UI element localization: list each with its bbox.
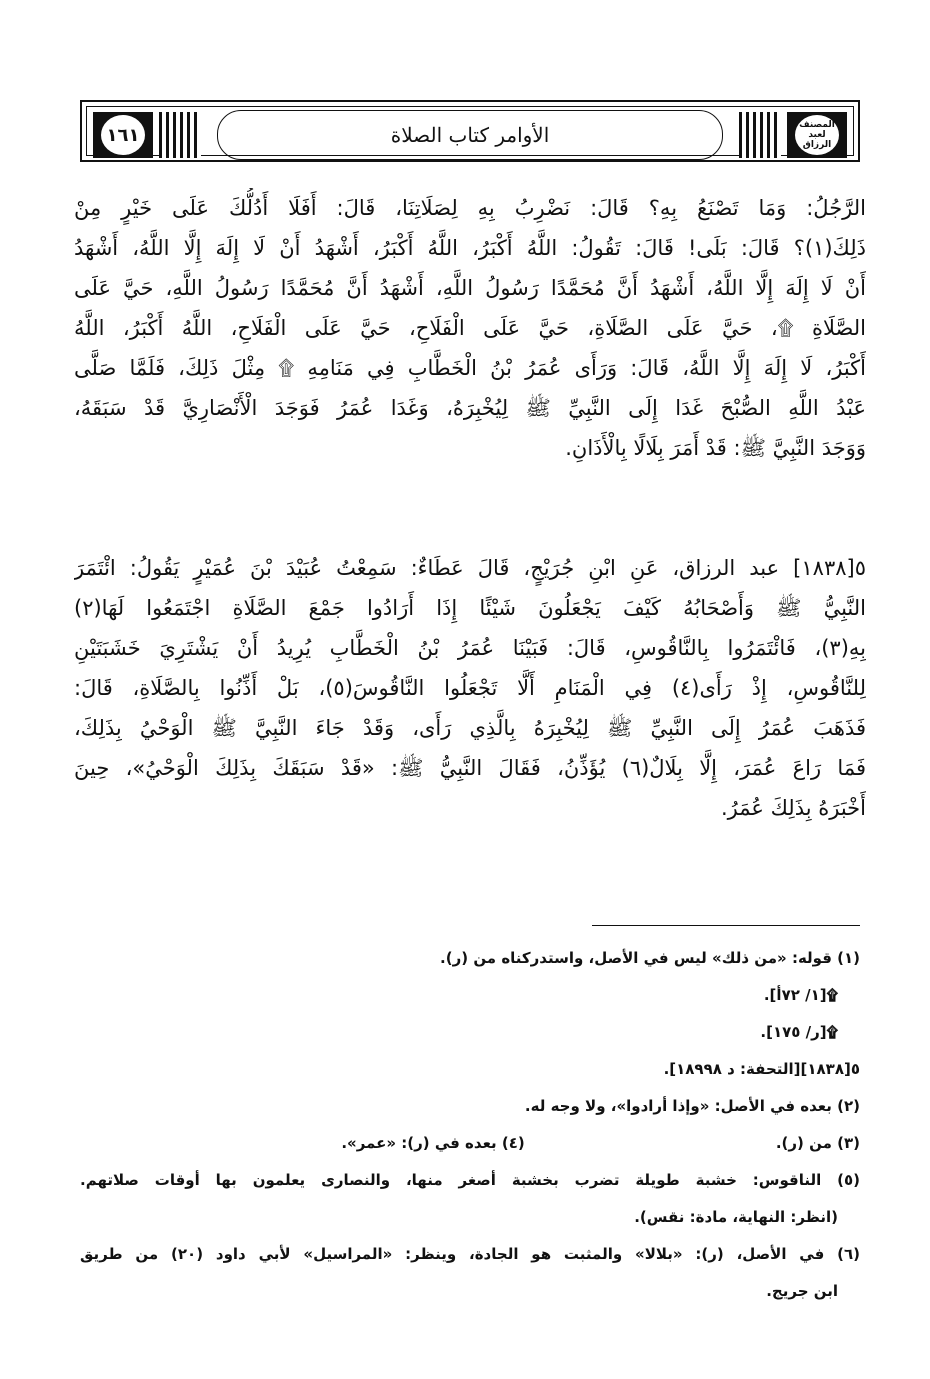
text-line: فَذَهَبَ عُمَرُ إِلَى النَّبِيِّ ﷺ لِيُخْبِرَهُ بِالَّذِي رَأَى، وَقَدْ جَاءَ النَّبِيَّ ﷺ الْوَحْيُ بِذَلِكَ، bbox=[74, 716, 866, 740]
folio-marker-2: ۩[ر/ ١٧٥]. bbox=[760, 1023, 838, 1041]
text-line: ذَلِكَ(١)؟ قَالَ: بَلَى! قَالَ: تَقُولُ: اللَّهُ أَكْبَرُ، اللَّهُ أَكْبَرُ، أَشْهَدُ أَنْ لَا إِلَهَ إِلَّا اللَّهُ، أَشْهَدُ bbox=[74, 236, 866, 260]
book-logo bbox=[787, 112, 847, 158]
footnote-6-continued: ابن جريج. bbox=[766, 1282, 838, 1300]
text-line: عَبْدُ اللَّهِ الصُّبْحَ غَدَا إِلَى النَّبِيِّ ﷺ لِيُخْبِرَهُ، وَغَدَا عُمَرُ فَوَجَدَ الْأَنْصَارِيَّ قَدْ سَبَقَهُ، bbox=[74, 396, 866, 420]
footnote-separator bbox=[592, 925, 860, 926]
footnote-3: (٣) من (ر). bbox=[775, 1134, 860, 1152]
tuhfa-reference: ٥[١٨٣٨][التحفة: د ١٨٩٩٨]. bbox=[663, 1060, 860, 1078]
header-frame bbox=[86, 106, 854, 156]
text-line: فَمَا رَاعَ عُمَرَ، إِلَّا بِلَالٌ(٦) يُؤَذِّنُ، فَقَالَ النَّبِيُّ ﷺ: «قَدْ سَبَقَكَ بِذَلِكَ الْوَحْيُ»، حِينَ bbox=[74, 756, 866, 780]
text-line: أَنْ لَا إِلَهَ إِلَّا اللَّهُ، أَشْهَدُ أَنَّ مُحَمَّدًا رَسُولُ اللَّهِ، أَشْهَدُ أَنَّ مُحَمَّدًا رَسُولُ اللَّهِ، حَيَّ عَلَى bbox=[74, 276, 866, 300]
paragraph-1 bbox=[74, 188, 866, 468]
text-line: الصَّلَاةِ ۩، حَيَّ عَلَى الصَّلَاةِ، حَيَّ عَلَى الْفَلَاحِ، حَيَّ عَلَى الْفَلَاحِ، اللَّهُ أَكْبَرُ، اللَّهُ bbox=[74, 316, 866, 340]
text-line: الرَّجُلُ: وَمَا تَصْنَعُ بِهِ؟ قَالَ: نَضْرِبُ بِهِ لِصَلَاتِنَا، قَالَ: أَفَلَا أَدُلُّكَ عَلَى خَيْرٍ مِنْ bbox=[74, 196, 866, 220]
footnote-5: (٥) الناقوس: خشبة طويلة تضرب بخشبة أصغر منها، والنصارى يعلمون بها أوقات صلاتهم. bbox=[80, 1171, 860, 1189]
ornament-right bbox=[739, 112, 781, 158]
text-line: لِلنَّاقُوسِ، إِذْ رَأَى(٤) فِي الْمَنَامِ أَلَّا تَجْعَلُوا النَّاقُوسَ(٥)، بَلْ أَذِّنُوا بِالصَّلَاةِ، قَالَ: bbox=[74, 676, 866, 700]
book-logo-text: المصنف لعبد الرزاق bbox=[795, 115, 839, 155]
page-number: ١٦١ bbox=[101, 115, 145, 155]
folio-marker-1: ۩[١/ ٧٢أ]. bbox=[763, 986, 838, 1004]
running-header bbox=[80, 100, 860, 162]
text-line: ٥[١٨٣٨] عبد الرزاق، عَنِ ابْنِ جُرَيْجٍ، قَالَ عَطَاءٌ: سَمِعْتُ عُبَيْدَ بْنَ عُمَيْرٍ يَقُولُ: ائْتَمَرَ bbox=[74, 556, 866, 580]
running-title: الأوامر كتاب الصلاة bbox=[217, 110, 723, 160]
footnote-2: (٢) بعده في الأصل: «وإذا أرادوا»، ولا وجه له. bbox=[524, 1097, 860, 1115]
text-line: أَخْبَرَهُ بِذَلِكَ عُمَرُ. bbox=[721, 796, 866, 820]
ornament-left bbox=[159, 112, 201, 158]
footnotes bbox=[80, 940, 860, 1310]
footnote-4: (٤) بعده في (ر): «عمر». bbox=[341, 1134, 525, 1152]
text-line: وَوَجَدَ النَّبِيَّ ﷺ: قَدْ أَمَرَ بِلَالًا بِالْأَذَانِ. bbox=[565, 436, 866, 460]
footnotes-3-4 bbox=[80, 1125, 860, 1162]
footnote-6: (٦) في الأصل، (ر): «بلالا» والمثبت هو الجادة، وينظر: «المراسيل» لأبي داود (٢٠) من طريق bbox=[80, 1245, 860, 1263]
text-line: بِهِ(٣)، فَائْتَمَرُوا بِالنَّاقُوسِ، قَالَ: فَبَيْنَا عُمَرُ بْنُ الْخَطَّابِ يُرِيدُ أَنْ يَشْتَرِيَ خَشَبَتَيْنِ bbox=[74, 636, 866, 660]
footnote-1: (١) قوله: «من ذلك» ليس في الأصل، واستدركناه من (ر). bbox=[440, 949, 860, 967]
page-number-ornament bbox=[93, 112, 153, 158]
text-line: النَّبِيُّ ﷺ وَأَصْحَابُهُ كَيْفَ يَجْعَلُونَ شَيْئًا إِذَا أَرَادُوا جَمْعَ الصَّلَاةِ اجْتَمَعُوا لَهَا(٢) bbox=[74, 596, 866, 620]
footnote-5-continued: (انظر: النهاية، مادة: نقس). bbox=[634, 1208, 838, 1226]
paragraph-2 bbox=[74, 548, 866, 828]
text-line: أَكْبَرُ، لَا إِلَهَ إِلَّا اللَّهُ، قَالَ: وَرَأَى عُمَرُ بْنُ الْخَطَّابِ فِي مَنَامِهِ ۩ مِثْلَ ذَلِكَ، فَلَمَّا صَلَّى bbox=[74, 356, 866, 380]
